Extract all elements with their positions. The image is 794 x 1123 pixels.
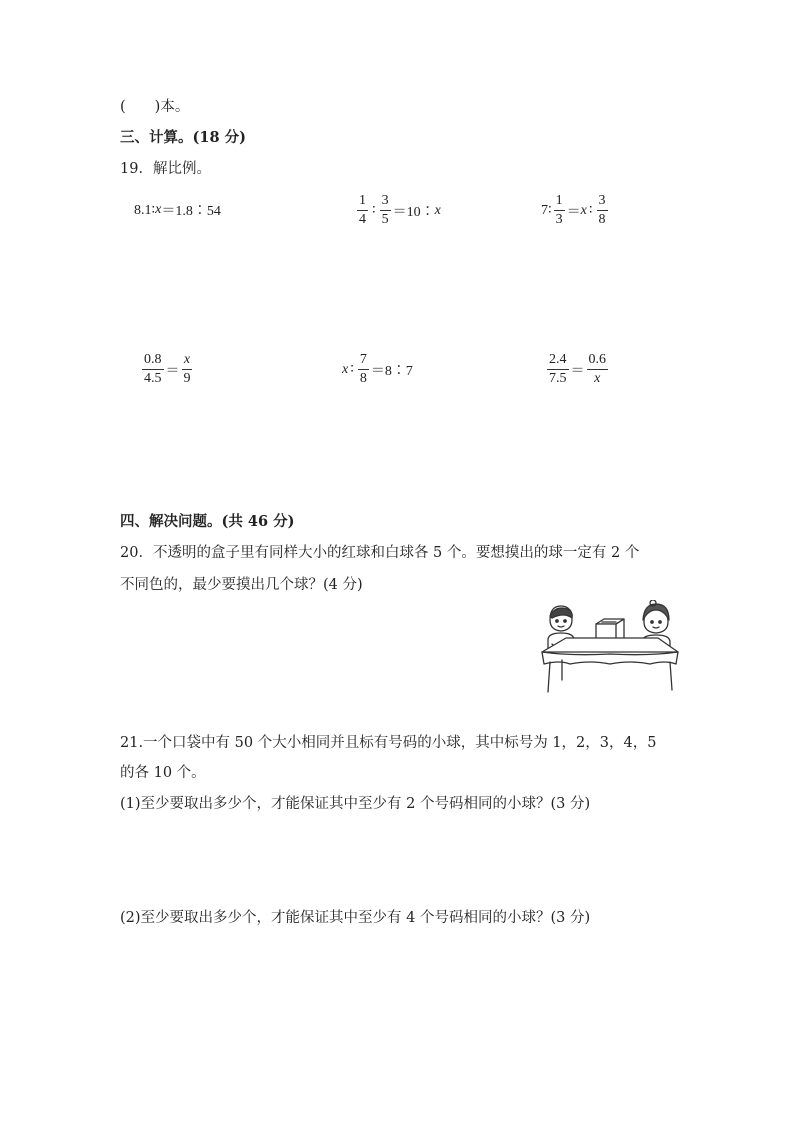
table-drawing <box>542 638 678 692</box>
fraction: $\frac{3}{5}$ <box>381 193 389 227</box>
children-table-illustration <box>540 600 680 696</box>
fraction: $\frac{1}{4}$ <box>359 193 366 227</box>
q18-tail: ( )本。 <box>120 99 190 115</box>
q21-line-1: 21.一个口袋中有 50 个大小相同并且标有号码的小球，其中标号为 1，2，3，4，5 <box>120 735 657 751</box>
q20-line-1: 20．不透明的盒子里有同样大小的红球和白球各 5 个。要想摸出的球一定有 2 个 <box>120 545 640 561</box>
fraction: $\frac{0.6}{x}$ <box>588 352 606 386</box>
equation-2: $\frac{1}{4}$ ∶ $\frac{3}{5}$ ＝10∶ x <box>359 193 441 227</box>
section4-title: 四、解决问题。(共 46 分) <box>120 513 295 530</box>
fraction: $\frac{3}{8}$ <box>598 193 606 227</box>
fraction: $\frac{1}{3}$ <box>555 193 563 227</box>
q20-line-2: 不同色的，最少要摸出几个球？(4 分) <box>120 577 363 593</box>
equation-4: $\frac{0.8}{4.5}$ ＝ $\frac{x}{9}$ <box>144 352 191 386</box>
q21-sub-1: (1)至少要取出多少个，才能保证其中至少有 2 个号码相同的小球？(3 分) <box>120 796 591 812</box>
section3-title: 三、计算。(18 分) <box>120 129 246 146</box>
fraction: $\frac{0.8}{4.5}$ <box>144 352 162 386</box>
q19-title: 19．解比例。 <box>120 161 211 177</box>
fraction: $\frac{7}{8}$ <box>359 352 367 386</box>
equation-1: 8.1∶ x ＝1.8∶54 <box>134 202 221 219</box>
equation-6: $\frac{2.4}{7.5}$ ＝ $\frac{0.6}{x}$ <box>549 352 606 386</box>
equation-5: x ∶ $\frac{7}{8}$ ＝8∶7 <box>342 352 413 386</box>
q21-line-2: 的各 10 个。 <box>120 765 206 781</box>
equation-3: 7∶ $\frac{1}{3}$ ＝ x ∶ $\frac{3}{8}$ <box>541 193 606 227</box>
fraction: $\frac{x}{9}$ <box>183 352 191 386</box>
fraction: $\frac{2.4}{7.5}$ <box>549 352 567 386</box>
q21-sub-2: (2)至少要取出多少个，才能保证其中至少有 4 个号码相同的小球？(3 分) <box>120 910 591 926</box>
